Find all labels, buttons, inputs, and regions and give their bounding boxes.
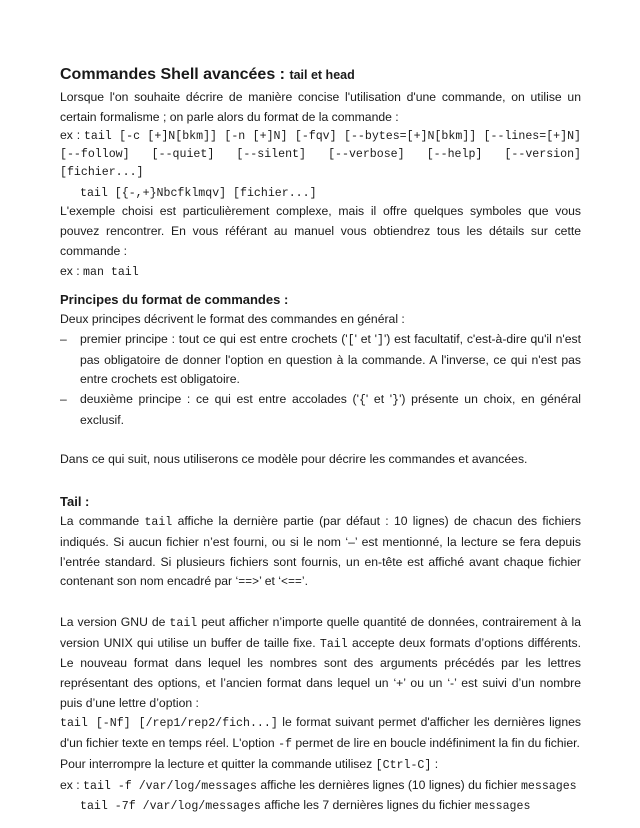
text: premier principe : tout ce qui est entre crochets (' bbox=[80, 331, 348, 346]
section-heading-tail: Tail : bbox=[60, 494, 90, 510]
tail-syntax-long: tail [-c [+]N[bkm]] [-n [+]N] [-fqv] [--bytes=[+]N[bkm]] [--lines=[+]N] [--follow] [--quiet] [--silent] [--verbose] [--help] [--version] [fichier...] bbox=[60, 130, 581, 180]
ex-label: ex : bbox=[60, 777, 84, 792]
text: La version GNU de bbox=[60, 614, 170, 629]
man-example bbox=[60, 262, 581, 283]
dash-bullet: – bbox=[60, 331, 67, 346]
title-main: Commandes Shell avancées : bbox=[60, 66, 290, 83]
text: ') est facultatif, c'est-à-dire qu'il n'est pas obligatoire de donner l'option en question à la commande. A l'inverse, ce qui n'est pas entre crochets est obligatoire. bbox=[80, 331, 581, 387]
text: deuxième principe : ce qui est entre accolades (' bbox=[80, 392, 359, 407]
bracket-close: ] bbox=[377, 333, 384, 347]
code: messages bbox=[520, 779, 577, 793]
code: tail -7f /var/log/messages bbox=[80, 800, 261, 814]
code: Tail bbox=[319, 637, 348, 651]
code: <== bbox=[280, 576, 302, 590]
code: messages bbox=[474, 800, 531, 814]
text: ') présente un choix, en général exclusif. bbox=[80, 392, 582, 427]
text: ' et ' bbox=[365, 392, 393, 407]
code: ==> bbox=[238, 576, 260, 590]
tail-example-2 bbox=[60, 796, 581, 817]
brace-close: } bbox=[392, 394, 400, 408]
page-title bbox=[60, 64, 581, 86]
principes-list bbox=[60, 330, 581, 431]
intro-paragraph-2: L'exemple choisi est particulièrement complexe, mais il offre quelques symboles que vous pouvez rencontrer. En vous référant au manuel vous obtiendrez tous les détails sur cette commande : bbox=[60, 204, 581, 258]
document-page bbox=[60, 64, 581, 817]
code: -f bbox=[278, 738, 292, 752]
text: peut afficher n’importe quelle quantité de données, contrairement à la version UNIX qui utilise un buffer de taille fixe. bbox=[60, 614, 581, 650]
code: tail -f /var/log/messages bbox=[83, 779, 257, 793]
dash-bullet: – bbox=[60, 392, 67, 407]
text: affiche les dernières lignes (10 lignes) du fichier bbox=[256, 777, 521, 792]
code: tail bbox=[144, 516, 173, 530]
tail-paragraph-3 bbox=[60, 713, 581, 754]
text: Pour interrompre la lecture et quitter la commande utilisez bbox=[60, 756, 376, 771]
brace-open: { bbox=[358, 394, 366, 408]
code: tail [-Nf] [/rep1/rep2/fich...] bbox=[60, 717, 278, 731]
tail-syntax-short: tail [{-,+}Nbcfklmqv] [fichier...] bbox=[80, 187, 317, 201]
text: accepte deux formats d’options différents. Le nouveau format dans lequel les nombres sont des arguments précédés par les lettres représentant des options, et l’ancien format dans lequel un ‘+’ ou un ‘-’ est suivi d’un nombre puis d’une lettre d’option : bbox=[60, 635, 581, 710]
text: affiche les 7 dernières lignes du fichier bbox=[260, 798, 475, 813]
text: ’. bbox=[301, 574, 308, 589]
principes-closing: Dans ce qui suit, nous utiliserons ce modèle pour décrire les commandes et avancées. bbox=[60, 452, 528, 467]
text: le format suivant permet d'afficher les dernières lignes d'un fichier texte en temps réel. L'option bbox=[60, 715, 581, 751]
list-item bbox=[60, 390, 581, 430]
principes-lead: Deux principes décrivent le format des commandes en général : bbox=[60, 312, 405, 327]
man-command: man tail bbox=[83, 265, 139, 279]
tail-paragraph-1 bbox=[60, 512, 581, 593]
key-combo: [Ctrl-C] bbox=[375, 758, 432, 772]
title-sub: tail et head bbox=[289, 68, 355, 82]
bracket-open: [ bbox=[347, 333, 355, 347]
ex-label: ex : bbox=[60, 128, 84, 143]
text: : bbox=[431, 756, 439, 771]
tail-paragraph-2 bbox=[60, 613, 581, 714]
syntax-example-2 bbox=[60, 184, 581, 202]
intro-paragraph: Lorsque l'on souhaite décrire de manière concise l'utilisation d'une commande, on utilise un certain formalisme ; on parle alors du format de la commande : bbox=[60, 90, 581, 124]
code: tail bbox=[169, 616, 198, 630]
ex-label: ex : bbox=[60, 263, 84, 278]
text: ' et ' bbox=[354, 331, 378, 346]
tail-paragraph-4 bbox=[60, 755, 581, 776]
text: ’ et ‘ bbox=[259, 574, 281, 589]
syntax-example bbox=[60, 127, 581, 181]
section-heading-principes: Principes du format de commandes : bbox=[60, 292, 289, 308]
list-item bbox=[60, 330, 581, 390]
text: permet de lire en boucle indéfiniment la fin du fichier. bbox=[291, 736, 580, 751]
tail-example-1 bbox=[60, 776, 581, 797]
text: La commande bbox=[60, 514, 145, 529]
text: affiche la dernière partie (par défaut : 10 lignes) de chacun des fichiers indiqués. Si aucun fichier n’est fourni, ou si le nom ‘–’ est mentionné, la lecture se fera depuis l’entrée standard. Si plusieurs fichiers sont fournis, un en-tête est affiché avant chaque fichier contenant son nom encadré par ‘ bbox=[60, 514, 581, 589]
